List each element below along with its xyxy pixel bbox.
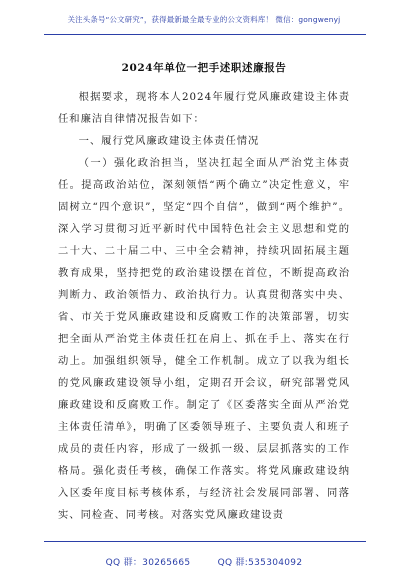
document-body <box>58 86 350 526</box>
footer-divider <box>44 541 366 542</box>
page-header <box>0 0 408 34</box>
body-paragraph: （一）强化政治担当，坚决扛起全面从严治党主体责任。提高政治站位，深刻领悟“两个确立”决定性意义，牢固树立“四个意识”，坚定“四个自信”，做到“两个维护”。深入学习贯彻习近平新时代中国特色社会主义思想和党的二十大、二十届二中、三中全会精神，持续巩固拓展主题教育成果，坚持把党的政治建设摆在首位，不断提高政治判断力、政治领悟力、政治执行力。认真贯彻落实中央、省、市关于党风廉政建设和反腐败工作的决策部署，切实把全面从严治党主体责任扛在肩上、抓在手上、落实在行动上。加强组织领导，健全工作机制。成立了以我为组长的党风廉政建设领导小组，定期召开会议，研究部署党风廉政建设和反腐败工作。制定了《区委落实全面从严治党主体责任清单》，明确了区委领导班子、主要负责人和班子成员的责任内容，形成了一级抓一级、层层抓落实的工作格局。强化责任考核，确保工作落实。将党风廉政建设纳入区委年度目标考核体系，与经济社会发展同部署、同落实、同检查、同考核。对落实党风廉政建设责 <box>58 157 350 521</box>
document-title: 2024年单位一把手述职述廉报告 <box>121 62 287 74</box>
footer-qq-group-2: QQ 群:535304092 <box>217 558 303 568</box>
intro-paragraph: 根据要求，现将本人2024年履行党风廉政建设主体责任和廉洁自律情况报告如下： <box>58 91 350 125</box>
section-heading: 一、履行党风廉政建设主体责任情况 <box>78 135 260 147</box>
footer-qq-group-1: QQ 群：30265665 <box>105 558 191 568</box>
header-promo-text: 关注头条号“公文研究”，获得最新最全最专业的公文资料库！ 微信：gongwenyj <box>67 15 341 24</box>
header-divider <box>44 34 366 35</box>
page-footer <box>0 555 408 568</box>
